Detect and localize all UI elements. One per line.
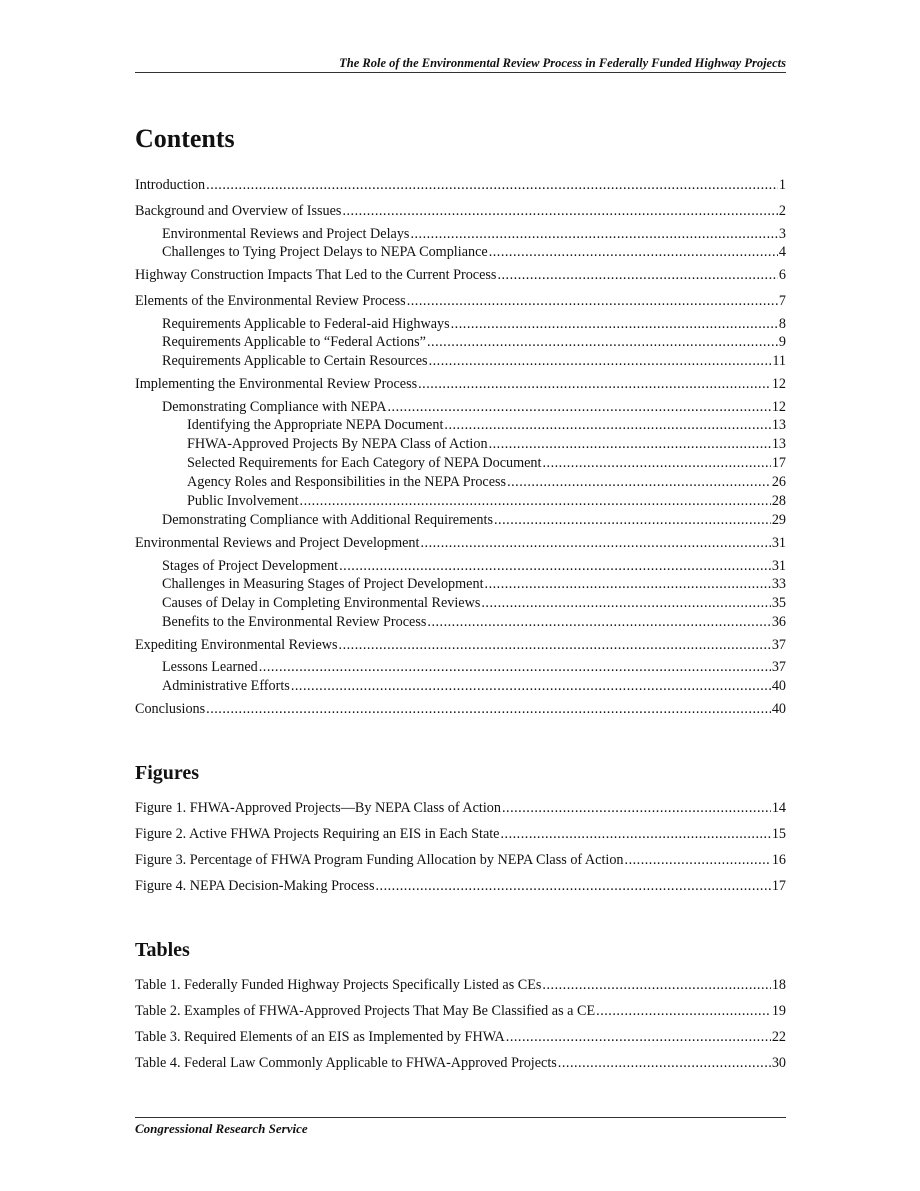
running-header: The Role of the Environmental Review Process in Federally Funded Highway Projects xyxy=(339,56,786,70)
toc-entry-req-resources[interactable]: Requirements Applicable to Certain Resources ..... 11 xyxy=(162,352,786,371)
contents-heading: Contents xyxy=(135,124,235,153)
toc-entry-introduction[interactable]: Introduction ..... 1 xyxy=(135,176,786,195)
toc-entry-public-involvement[interactable]: Public Involvement ..... 28 xyxy=(187,492,786,511)
figures-heading: Figures xyxy=(135,762,200,784)
toc-entry-reviews-delays[interactable]: Environmental Reviews and Project Delays ..... 3 xyxy=(162,225,786,244)
header-rule xyxy=(135,72,786,73)
tables-heading: Tables xyxy=(135,939,190,961)
running-footer: Congressional Research Service xyxy=(135,1121,308,1136)
toc-entry-project-development[interactable]: Environmental Reviews and Project Development ..... 31 xyxy=(135,534,786,553)
toc-entry-challenges-measuring[interactable]: Challenges in Measuring Stages of Project Development ..... 33 xyxy=(162,575,786,594)
toc-entry-benefits[interactable]: Benefits to the Environmental Review Process ..... 36 xyxy=(162,613,786,632)
toc-entry-req-federal-aid[interactable]: Requirements Applicable to Federal-aid Highways ..... 8 xyxy=(162,315,786,334)
toc-entry-identifying[interactable]: Identifying the Appropriate NEPA Document ..... 13 xyxy=(187,416,786,435)
figure-entry-4[interactable]: Figure 4. NEPA Decision-Making Process ..... 17 xyxy=(135,877,786,896)
toc-entry-selected-requirements[interactable]: Selected Requirements for Each Category of NEPA Document ..... 17 xyxy=(187,454,786,473)
toc-entry-highway-impacts[interactable]: Highway Construction Impacts That Led to the Current Process ..... 6 xyxy=(135,266,786,285)
toc-entry-stages[interactable]: Stages of Project Development ..... 31 xyxy=(162,557,786,576)
figure-entry-3[interactable]: Figure 3. Percentage of FHWA Program Funding Allocation by NEPA Class of Action ..... 16 xyxy=(135,851,786,870)
table-entry-2[interactable]: Table 2. Examples of FHWA-Approved Projects That May Be Classified as a CE ..... 19 xyxy=(135,1002,786,1021)
toc-entry-lessons[interactable]: Lessons Learned ..... 37 xyxy=(162,658,786,677)
toc-entry-elements[interactable]: Elements of the Environmental Review Process ..... 7 xyxy=(135,292,786,311)
toc-entry-req-federal-actions[interactable]: Requirements Applicable to “Federal Actions” ..... 9 xyxy=(162,333,786,352)
toc-entry-background[interactable]: Background and Overview of Issues ..... 2 xyxy=(135,202,786,221)
figure-entry-2[interactable]: Figure 2. Active FHWA Projects Requiring an EIS in Each State ..... 15 xyxy=(135,825,786,844)
toc-entry-agency-roles[interactable]: Agency Roles and Responsibilities in the NEPA Process ..... 26 xyxy=(187,473,786,492)
table-entry-3[interactable]: Table 3. Required Elements of an EIS as Implemented by FHWA ..... 22 xyxy=(135,1028,786,1047)
toc-entry-implementing[interactable]: Implementing the Environmental Review Process ..... 12 xyxy=(135,375,786,394)
toc-entry-additional-requirements[interactable]: Demonstrating Compliance with Additional Requirements ..... 29 xyxy=(162,511,786,530)
toc-entry-causes-delay[interactable]: Causes of Delay in Completing Environmental Reviews ..... 35 xyxy=(162,594,786,613)
table-entry-4[interactable]: Table 4. Federal Law Commonly Applicable to FHWA-Approved Projects ..... 30 xyxy=(135,1054,786,1073)
footer-rule xyxy=(135,1117,786,1118)
toc-entry-challenges-nepa[interactable]: Challenges to Tying Project Delays to NEPA Compliance ..... 4 xyxy=(162,243,786,262)
toc-entry-administrative[interactable]: Administrative Efforts ..... 40 xyxy=(162,677,786,696)
toc-entry-fhwa-approved[interactable]: FHWA-Approved Projects By NEPA Class of Action ..... 13 xyxy=(187,435,786,454)
table-entry-1[interactable]: Table 1. Federally Funded Highway Projects Specifically Listed as CEs ..... 18 xyxy=(135,976,786,995)
toc-entry-compliance-nepa[interactable]: Demonstrating Compliance with NEPA ..... 12 xyxy=(162,398,786,417)
toc-entry-expediting[interactable]: Expediting Environmental Reviews ..... 37 xyxy=(135,636,786,655)
figure-entry-1[interactable]: Figure 1. FHWA-Approved Projects—By NEPA Class of Action ..... 14 xyxy=(135,799,786,818)
toc-entry-conclusions[interactable]: Conclusions ..... 40 xyxy=(135,700,786,719)
